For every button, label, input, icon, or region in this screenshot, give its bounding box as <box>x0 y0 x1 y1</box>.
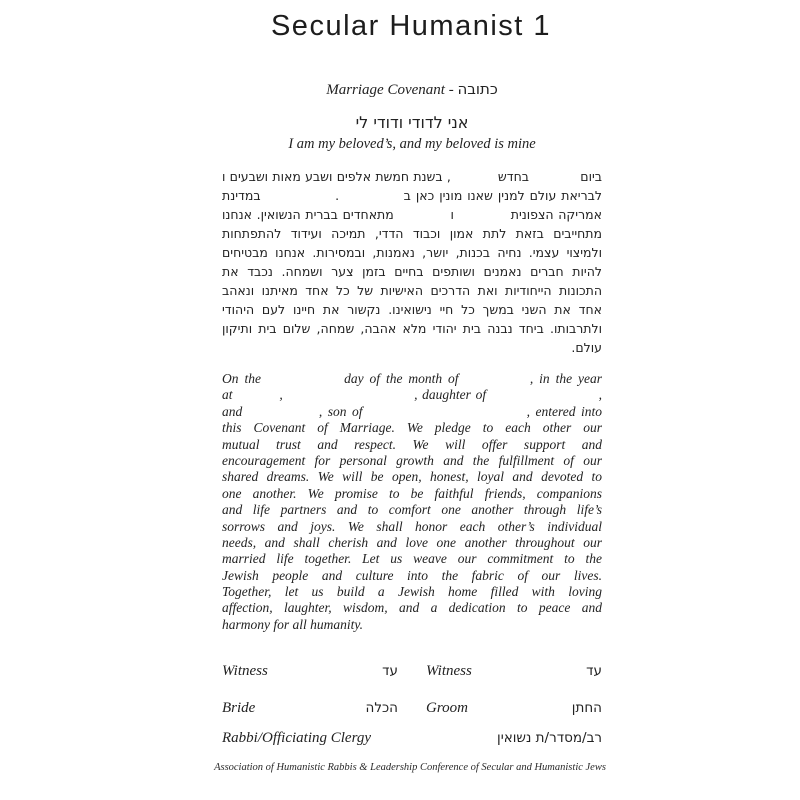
english-line: this Covenant of Marriage. We pledge to each other our <box>222 420 602 436</box>
couple-signature-row <box>222 700 602 717</box>
english-line: On the day of the month of , in the year <box>222 371 602 386</box>
english-line: shared dreams. We will be open, honest, loyal and devoted to <box>222 469 602 485</box>
english-line: Together, let us build a Jewish home filled with loving <box>222 584 602 600</box>
english-line: affection, laughter, wisdom, and a dedication to peace and <box>222 600 602 616</box>
witness-label: Witness <box>426 663 472 679</box>
english-line: Jewish people and culture into the fabric of our lives. <box>222 567 602 583</box>
subtitle-hebrew: כתובה <box>457 80 498 98</box>
hebrew-line: ביום בחדש , בשנת חמשת אלפים ושבע מאות ושבעים ו <box>222 169 602 184</box>
english-line: needs, and shall cherish and love one another throughout our <box>222 534 602 550</box>
clergy-signature-row <box>222 730 602 747</box>
hebrew-line: להיות חברים נאמנים ושותפים בחיים בזמן צער ושמחה. נכבד את <box>222 264 602 279</box>
witness-left <box>222 663 398 680</box>
bride-signature <box>222 700 398 717</box>
verse-english: I am my beloved’s, and my beloved is mine <box>288 136 536 152</box>
english-line: harmony for all humanity. <box>222 616 363 632</box>
witness-hebrew-label: עד <box>382 663 398 679</box>
subtitle <box>222 80 602 99</box>
hebrew-line: לבריאת עולם למנין שאנו מונין כאן ב . במדינת <box>222 188 602 203</box>
english-line: encouragement for personal growth and the fulfillment of our <box>222 452 602 468</box>
witness-hebrew-label: עד <box>586 663 602 679</box>
groom-signature <box>426 700 602 717</box>
witness-label: Witness <box>222 663 268 679</box>
subtitle-english: Marriage Covenant <box>326 82 445 98</box>
clergy-label: Rabbi/Officiating Clergy <box>222 730 372 746</box>
groom-label: Groom <box>426 700 468 716</box>
verse-hebrew: אני לדודי ודודי לי <box>355 113 469 132</box>
hebrew-line: מתחייבים בזאת לתת אמון וכבוד הדדי, תמיכה ועידוד להתפתחות <box>222 226 602 241</box>
hebrew-line: עולם. <box>571 340 602 355</box>
clergy-hebrew-label: רב/מסדר/ת נשואין <box>497 730 602 746</box>
english-paragraph <box>222 371 602 633</box>
english-line: sorrows and joys. We shall honor each other’s individual <box>222 518 602 534</box>
page-title: Secular Humanist 1 <box>270 10 552 42</box>
hebrew-line: התכונות הייחודיות ואת הדרכים האישיות של כל אחד מאיתנו ונאהב <box>222 283 602 298</box>
hebrew-line: ולמיצוי עצמי. נחיה בכנות, יושר, נאמנות, ובמסירות. אנחנו מבטיחים <box>222 245 602 260</box>
english-line: mutual trust and respect. We will offer support and <box>222 436 602 452</box>
english-line: and life partners and to comfort one another through life’s <box>222 502 602 518</box>
hebrew-line: אמריקה הצפונית ו מתאחדים בברית הנשואין. אנחנו <box>222 207 602 222</box>
bride-label: Bride <box>222 700 256 716</box>
english-line: one another. We promise to be faithful friends, companions <box>222 485 602 501</box>
footer-text: Association of Humanistic Rabbis & Leadership Conference of Secular and Humanistic Jews <box>214 762 606 773</box>
english-line: married life together. Let us weave our commitment to the <box>222 551 602 567</box>
bride-hebrew-label: הכלה <box>365 700 398 716</box>
english-line: at , , daughter of , <box>222 387 602 403</box>
hebrew-line: ולתרבותו. ביחד נבנה בית יהודי מלא אהבה, שמחה, שלום בית ותיקון <box>222 321 602 336</box>
witness-signature-row <box>222 663 602 680</box>
english-line: and , son of , entered into <box>222 403 602 419</box>
subtitle-dash: - <box>448 82 454 98</box>
hebrew-paragraph <box>222 167 602 357</box>
hebrew-line: אחד את השני במשך כל חיי נישואינו. נקשור את חיינו לעם היהודי <box>222 302 602 317</box>
witness-right <box>426 663 602 680</box>
groom-hebrew-label: החתן <box>571 700 602 716</box>
